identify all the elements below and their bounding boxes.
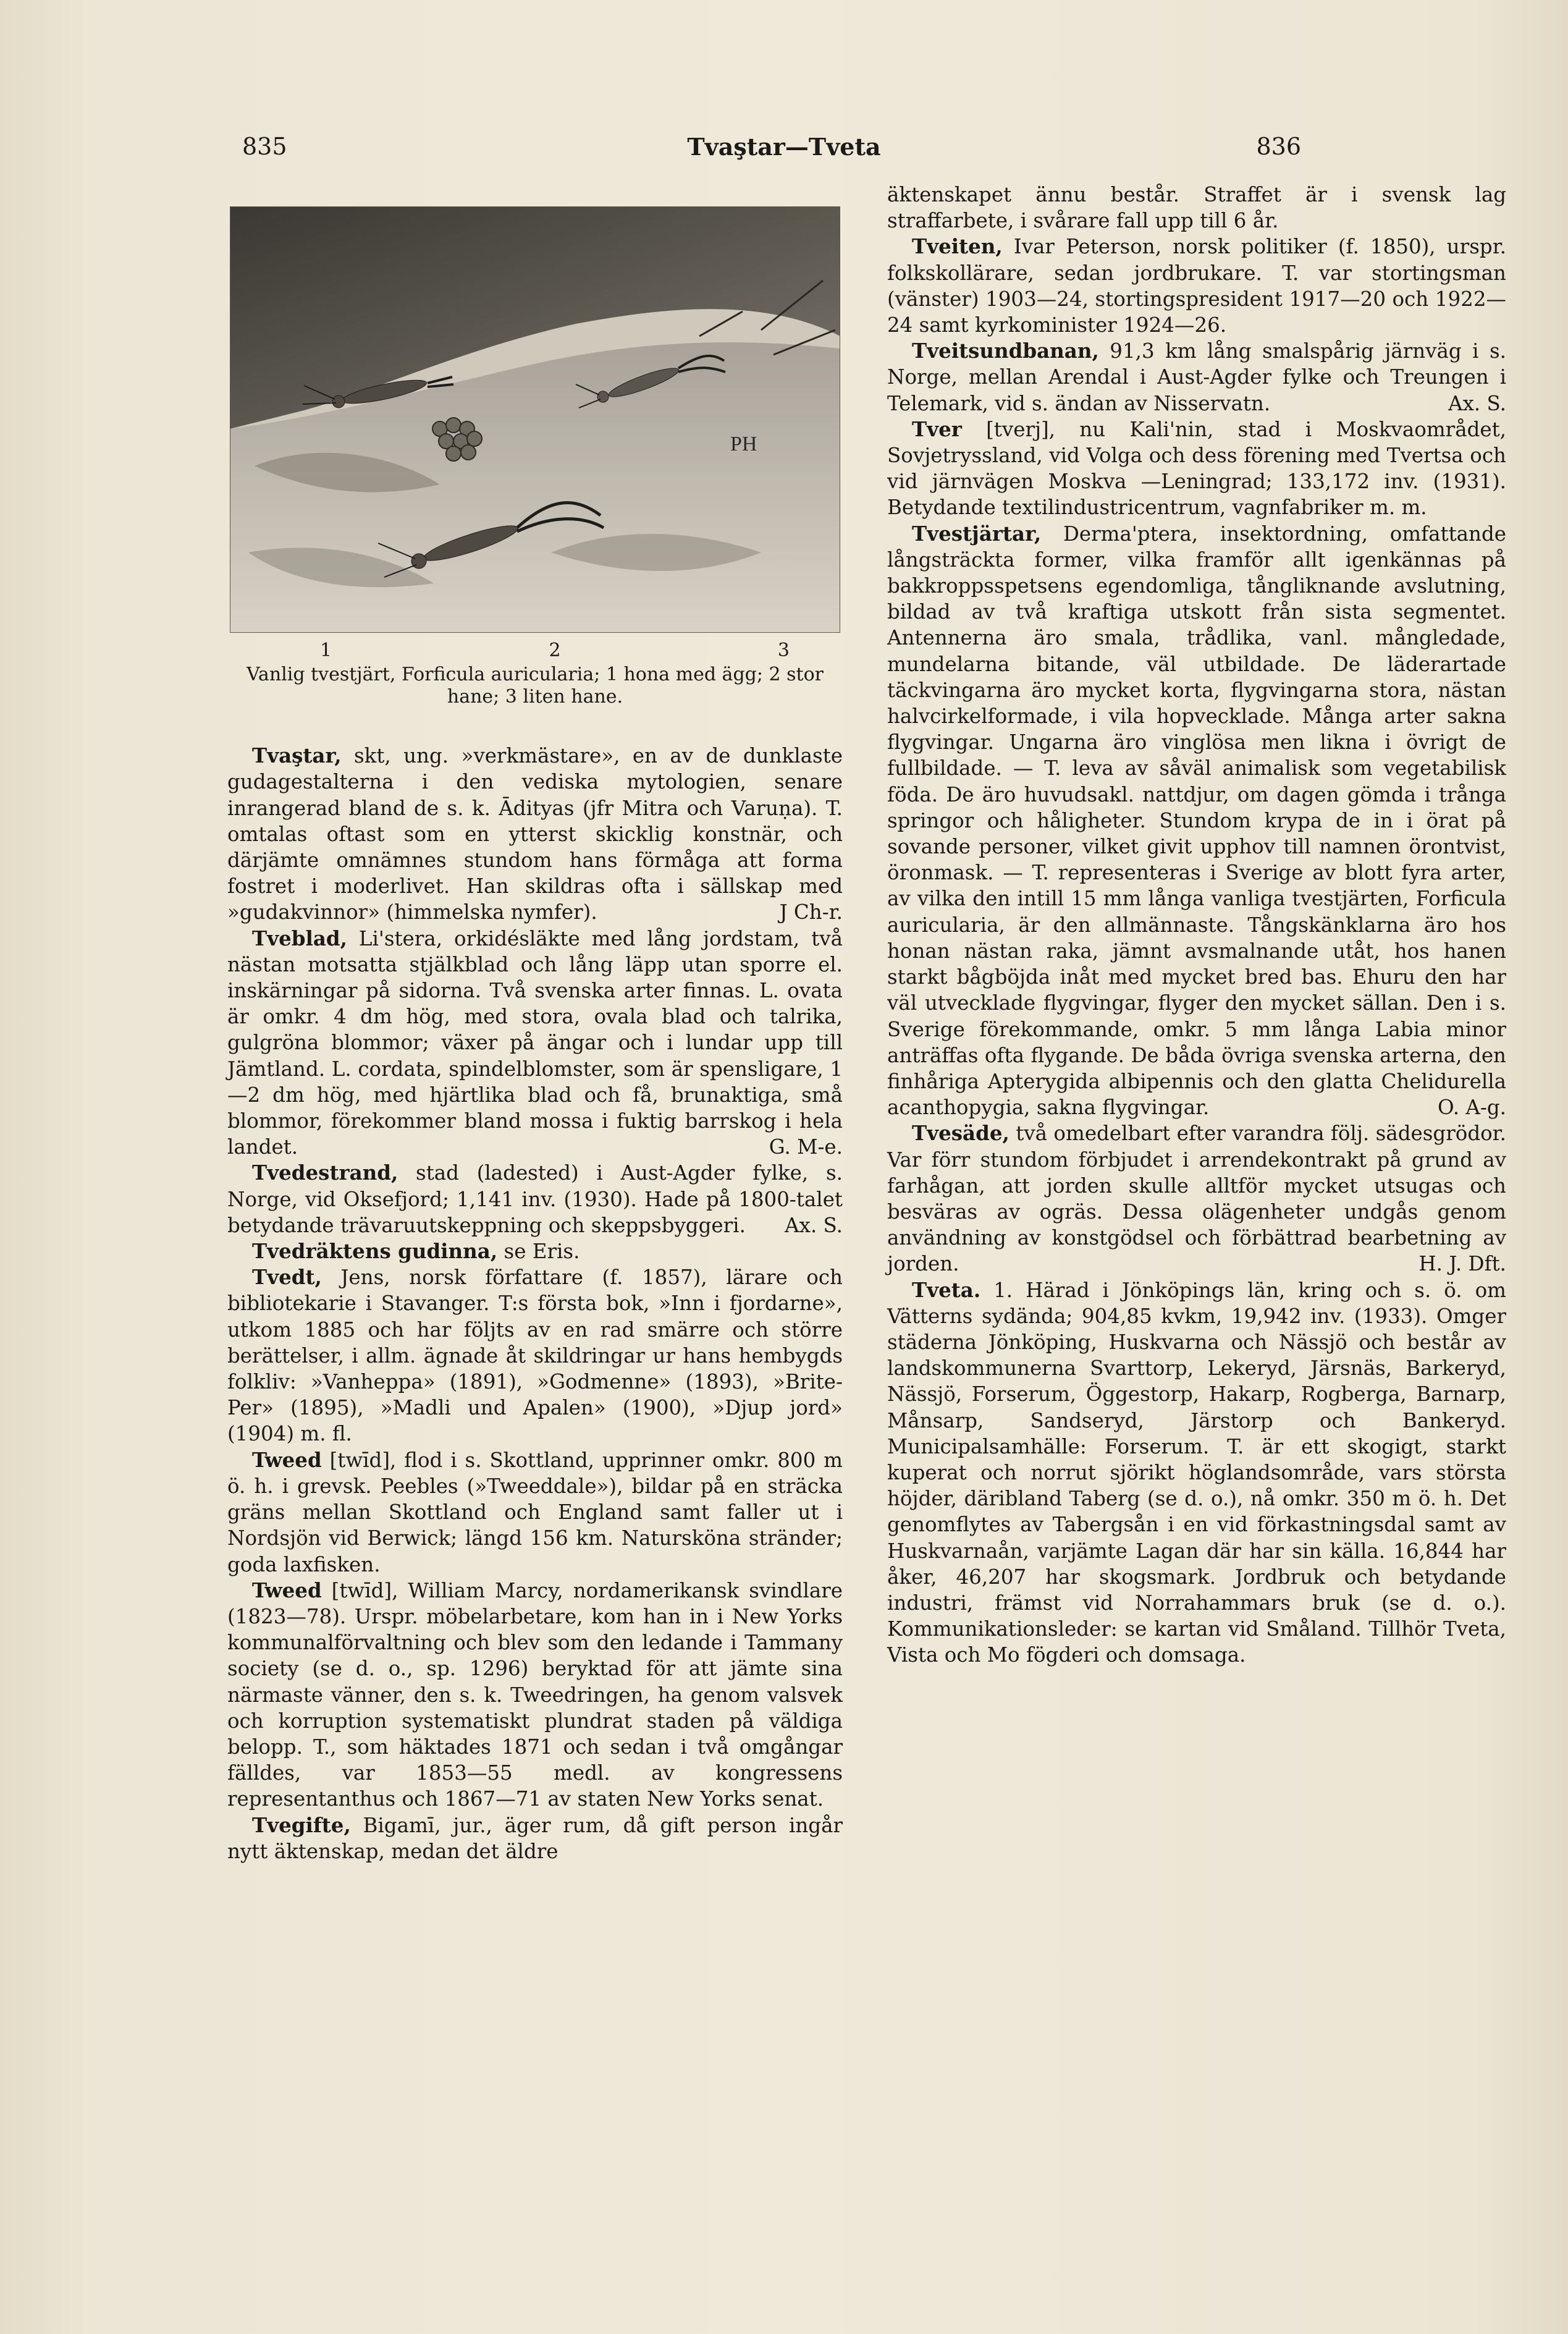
entry-head: Tweed: [252, 1447, 322, 1472]
entry-text: [twīd], William Marcy, nordamerikansk svindlare (1823—78). Urspr. möbelarbetare, kom han in i New Yorks kommunalförvaltning och blev som den ledande i Tammany society (se d. o., sp. 1296) beryktad för att jämte sina närmaste vänner, den s. k. Tweedringen, ha genom valsvek och korruption systematiskt plundrat staden på väldiga belopp. T., som häktades 1871 och sedan i två omgångar fälldes, var 1853—55 medl. av kongressens representanthus och 1867—71 av staten New Yorks senat.: [227, 1578, 843, 1811]
entry-tveitsundbanan: [887, 338, 1506, 416]
entry-text: se Eris.: [504, 1240, 580, 1264]
entry-head: Tvaştar,: [252, 743, 342, 768]
page-number-left: 835: [242, 133, 287, 160]
running-title: Tvaştar—Tveta: [687, 133, 881, 161]
figure-caption: Vanlig tvestjärt, Forficula auricularia; 1 hona med ägg; 2 stor hane; 3 liten hane.: [247, 664, 824, 708]
entry-head: Tvedt,: [252, 1265, 322, 1290]
figure-label: 3: [777, 640, 790, 661]
figure-labels: [320, 638, 790, 664]
entry-text: två omedelbart efter varandra följ. sädesgrödor. Var förr stundom förbjudet i arrendekontrakt på grund av farhågan, att jorden skulle alltför mycket utsugas och besväras av ogräs. Dessa olägenheter undgås genom användning av konstgödsel och förbättrad bearbetning av jorden.: [887, 1122, 1506, 1276]
entry-text: Ivar Peterson, norsk politiker (f. 1850), urspr. folkskollärare, sedan jordbrukare. T. var stortingsman (vänster) 1903—24, stortingspresident 1917—20 och 1922—24 samt kyrkominister 1924—26.: [887, 235, 1506, 337]
entry-tweed-william: [227, 1578, 843, 1812]
entry-head: Tvegifte,: [252, 1812, 351, 1837]
entry-text: Bigamī, jur., äger rum, då gift person ingår nytt äktenskap, medan det äldre: [227, 1813, 843, 1863]
entry-tver: [887, 416, 1506, 521]
page-number-right: 836: [1256, 133, 1301, 160]
entry-head: Tveta.: [912, 1277, 981, 1302]
entry-head: Tvedestrand,: [252, 1161, 398, 1185]
figure-label: 2: [549, 640, 561, 661]
entry-tvedt: [227, 1264, 843, 1447]
entry-tveblad: [227, 926, 843, 1161]
entry-head: Tvesäde,: [912, 1121, 1010, 1146]
entry-tvedestrand: [227, 1160, 843, 1238]
entry-signature: Ax. S.: [1448, 391, 1506, 415]
entry-head: Tveblad,: [252, 926, 347, 950]
entry-signature: G. M-e.: [769, 1135, 843, 1159]
entry-head: Tvedräktens gudinna,: [252, 1239, 498, 1264]
entry-tvesade: [887, 1120, 1506, 1277]
entry-head: Tveiten,: [912, 234, 1003, 259]
entry-text: äktenskapet ännu består. Straffet är i svensk lag straffarbete, i svårare fall upp till 6 år.: [887, 183, 1506, 233]
entry-signature: J Ch-r.: [779, 900, 843, 924]
entry-continuation: [887, 182, 1506, 234]
entry-tvegifte: [227, 1812, 843, 1864]
entry-tvastar: [227, 743, 843, 925]
right-column: [887, 182, 1506, 1668]
entry-tvestjartar: [887, 521, 1506, 1121]
entry-head: Tver: [912, 416, 962, 441]
entry-signature: Ax. S.: [785, 1213, 843, 1237]
entry-text: stad (ladested) i Aust-Agder fylke, s. Norge, vid Oksefjord; 1,141 inv. (1930). Hade på 1800-talet betydande trävaruutskeppning och skeppsbyggeri.: [227, 1161, 843, 1237]
entry-text: 1. Härad i Jönköpings län, kring och s. ö. om Vätterns sydända; 904,85 kvkm, 19,942 inv. (1933). Omger städerna Jönköping, Huskvarna och Nässjö och består av landskommunerna Svarttorp, Lekeryd, Järsnäs, Barkeryd, Nässjö, Forserum, Öggestorp, Hakarp, Rogberga, Barnarp, Månsarp, Sandseryd, Järstorp och Bankeryd. Municipalsamhälle: Forserum. T. är ett skogigt, starkt kuperat och norrut sjörikt höglandsområde, vars största höjder, däribland Taberg (se d. o.), nå omkr. 350 m ö. h. Det genomflytes av Tabergsån i en vid förkastningsdal samt av Huskvarnaån, varjämte Lagan där har sin källa. 16,844 har åker, 46,207 har skogsmark. Jordbruk och betydande industri, främst vid Norrahammars bruk (se d. o.). Kommunikationsleder: se kartan vid Småland. Tillhör Tveta, Vista och Mo fögderi och domsaga.: [887, 1278, 1506, 1667]
entry-text: [twīd], flod i s. Skottland, upprinner omkr. 800 m ö. h. i grevsk. Peebles (»Tweeddale»), bildar på en sträcka gräns mellan Skottland och England samt faller ut i Nordsjön vid Berwick; längd 156 km. Natursköna stränder; goda laxfisken.: [227, 1448, 843, 1576]
entry-head: Tvestjärtar,: [912, 521, 1042, 546]
entry-text: Jens, norsk författare (f. 1857), lärare och bibliotekarie i Stavanger. T:s första bok, »Inn i fjordarne», utkom 1885 och har följts av en rad smärre och större berättelser, i allm. ägnade åt skildringar ur hans hembygds folkliv: »Vanheppa» (1891), »Godmenne» (1893), »Brite-Per» (1895), »Madli und Apalen» (1900), »Djup jord» (1904) m. fl.: [227, 1266, 843, 1446]
figure-label: 1: [320, 640, 332, 661]
earwig-illustration: [230, 206, 840, 633]
entry-head: Tveitsundbanan,: [912, 339, 1099, 363]
artist-signature: PH: [730, 433, 757, 455]
entry-tvedraktens-gudinna: [227, 1238, 843, 1264]
entry-text: skt, ung. »verkmästare», en av de dunklaste gudagestalterna i den vediska mytologien, senare inrangerad bland de s. k. Ādityas (jfr Mitra och Varuṇa). T. omtalas oftast som en ytterst skicklig konstnär, och därjämte omnämnes stundom hans förmåga att forma fostret i moderlivet. Han skildras ofta i sällskap med »gudakvinnor» (himmelska nymfer).: [227, 744, 843, 924]
entry-text: Li'stera, orkidésläkte med lång jordstam, två nästan motsatta stjälkblad och lång läpp utan sporre el. inskärningar på sidorna. Två svenska arter finnas. L. ovata är omkr. 4 dm hög, med stora, ovala blad och talrika, gulgröna blommor; växer på ängar och i lundar upp till Jämtland. L. cordata, spindelblomster, som är spensligare, 1—2 dm hög, med hjärtlika blad och få, brunaktiga, små blommor, förekommer bland mossa i fuktig barrskog i hela landet.: [227, 926, 843, 1159]
entry-tveta: [887, 1277, 1506, 1668]
left-column: [227, 182, 843, 1864]
entry-tveiten: [887, 234, 1506, 338]
entry-signature: H. J. Dft.: [1418, 1252, 1506, 1276]
entry-text: [tverj], nu Kali'nin, stad i Moskvaområdet, Sovjetryssland, vid Volga och dess förening med Tvertsa och vid järnvägen Moskva —Leningrad; 133,172 inv. (1931). Betydande textilindustricentrum, vagnfabriker m. m.: [887, 417, 1506, 520]
entry-text: 91,3 km lång smalspårig järnväg i s. Norge, mellan Arendal i Aust-Agder fylke och Treungen i Telemark, vid s. ändan av Nisservatn.: [887, 339, 1507, 415]
entry-tweed-river: [227, 1447, 843, 1578]
entry-signature: O. A-g.: [1438, 1096, 1506, 1120]
earwig-drawing: [230, 206, 840, 633]
entry-text: Derma'ptera, insektordning, omfattande långsträckta former, vilka framför allt igenkännas på bakkroppsspetsens egendomliga, tångliknande avslutning, bildad av två kraftiga utskott från sista segmentet. Antennerna äro smala, trådlika, vanl. mångledade, mundelarna bitande, väl utbildade. De läderartade täckvingarna äro mycket korta, flygvingarna stora, nästan halvcirkelformade, i vila hopvecklade. Många arter sakna flygvingar. Ungarna äro vinglösa men likna i övrigt de fullbildade. — T. leva av såväl animalisk som vegetabilisk föda. De äro huvudsakl. nattdjur, om dagen gömda i trånga springor och håligheter. Stundom krypa de in i örat på sovande personer, vilket givit upphov till namnen örontvist, öronmask. — T. representeras i Sverige av blott fyra arter, av vilka den intill 15 mm långa vanliga tvestjärten, Forficula auricularia, är den allmännaste. Tångskänklarna äro hos honan nästan raka, jämnt avsmalnande utåt, hos hanen starkt bågböjda inåt med mycket bred bas. Ehuru den har väl utvecklade flygvingar, flyger den mycket sällan. Den i s. Sverige förekommande, omkr. 5 mm långa Labia minor anträffas ofta flygande. De båda övriga svenska arterna, den finhåriga Apterygida albipennis och den glatta Chelidurella acanthopygia, sakna flygvingar.: [887, 522, 1506, 1120]
entry-head: Tweed: [252, 1578, 322, 1602]
